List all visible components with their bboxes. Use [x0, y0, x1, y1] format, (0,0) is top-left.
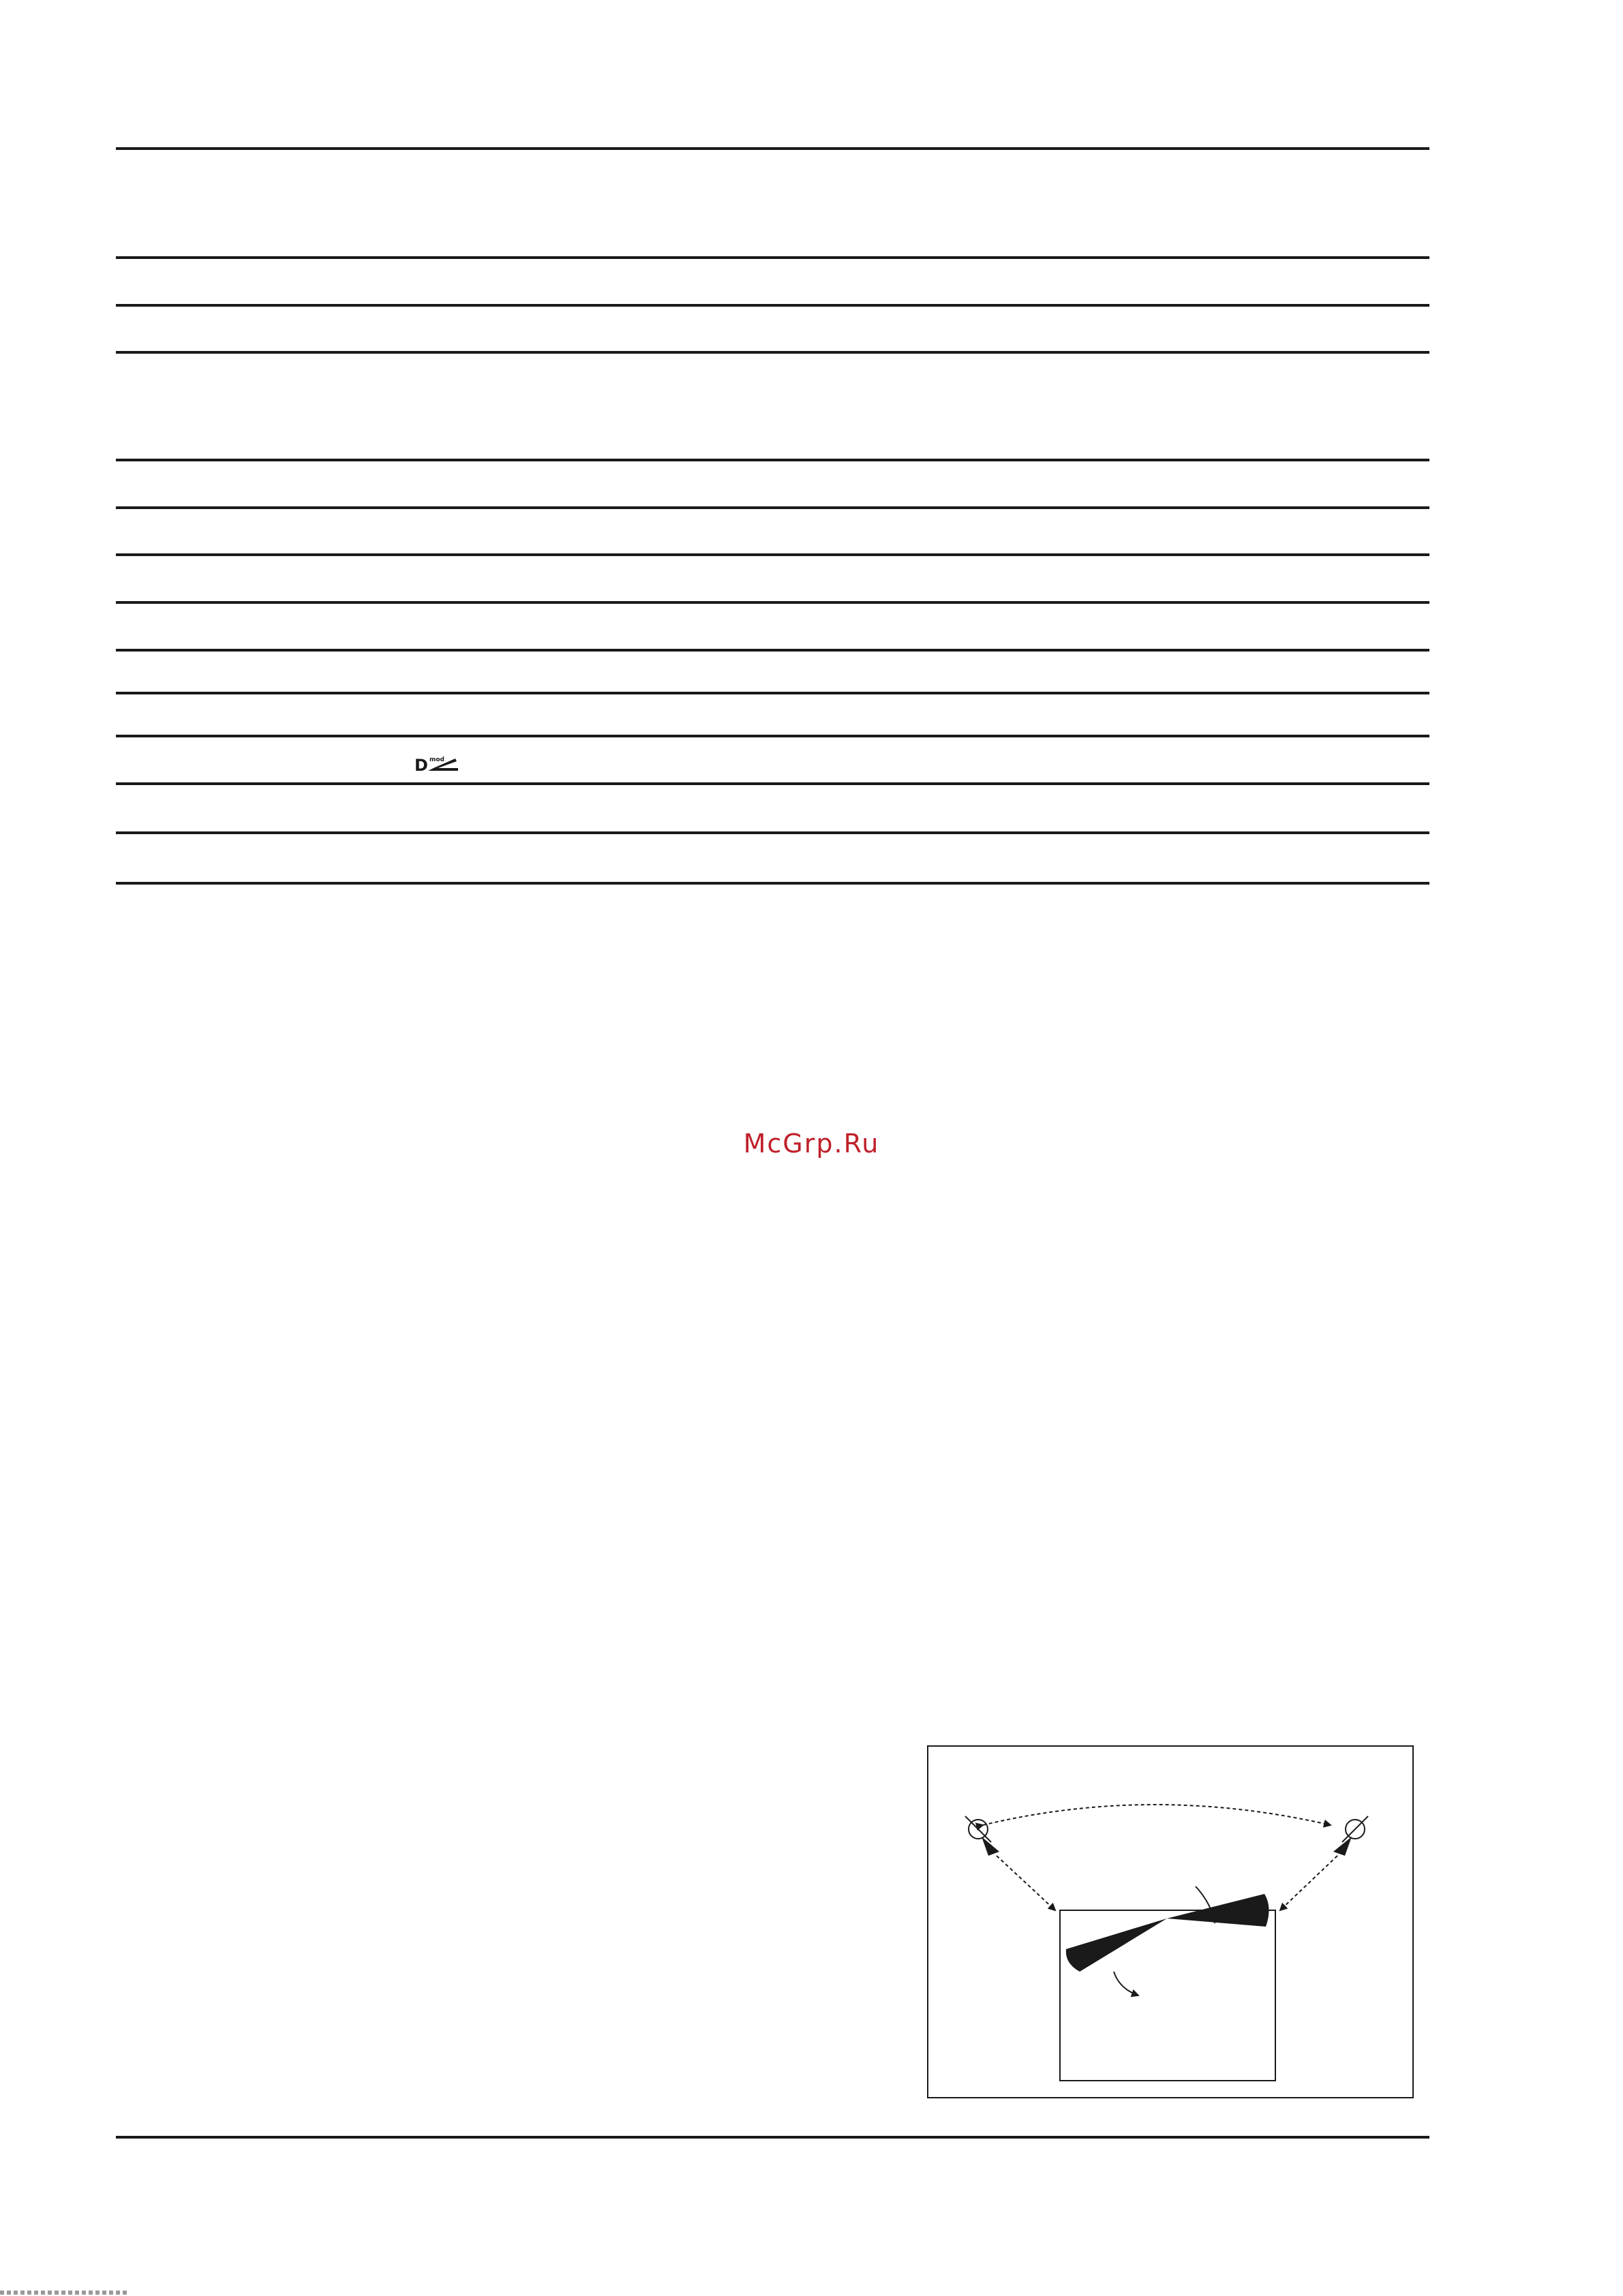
table-rule-4 — [116, 351, 1429, 354]
dmod-superscript: mod — [429, 756, 445, 763]
table-rule-13 — [116, 831, 1429, 834]
table-rule-14 — [116, 882, 1429, 885]
table-rule-2 — [116, 256, 1429, 259]
dmod-letter: D — [414, 756, 428, 774]
table-rule-12 — [116, 782, 1429, 785]
dmod-icon — [414, 753, 458, 774]
table-rule-9 — [116, 649, 1429, 652]
watermark-text: McGrp.Ru — [743, 1129, 880, 1159]
scan-artifact — [0, 2291, 130, 2295]
speaker-placement-diagram-icon — [927, 1745, 1414, 2098]
table-rule-8 — [116, 601, 1429, 604]
table-rule-7 — [116, 553, 1429, 556]
table-rule-3 — [116, 304, 1429, 307]
table-rule-10 — [116, 692, 1429, 694]
left-speaker-icon — [965, 1816, 999, 1856]
table-rule-1 — [116, 147, 1429, 150]
table-rule-6 — [116, 506, 1429, 509]
footer-rule — [116, 2136, 1429, 2139]
table-rule-11 — [116, 735, 1429, 737]
table-rule-5 — [116, 459, 1429, 461]
right-speaker-icon — [1333, 1816, 1368, 1856]
